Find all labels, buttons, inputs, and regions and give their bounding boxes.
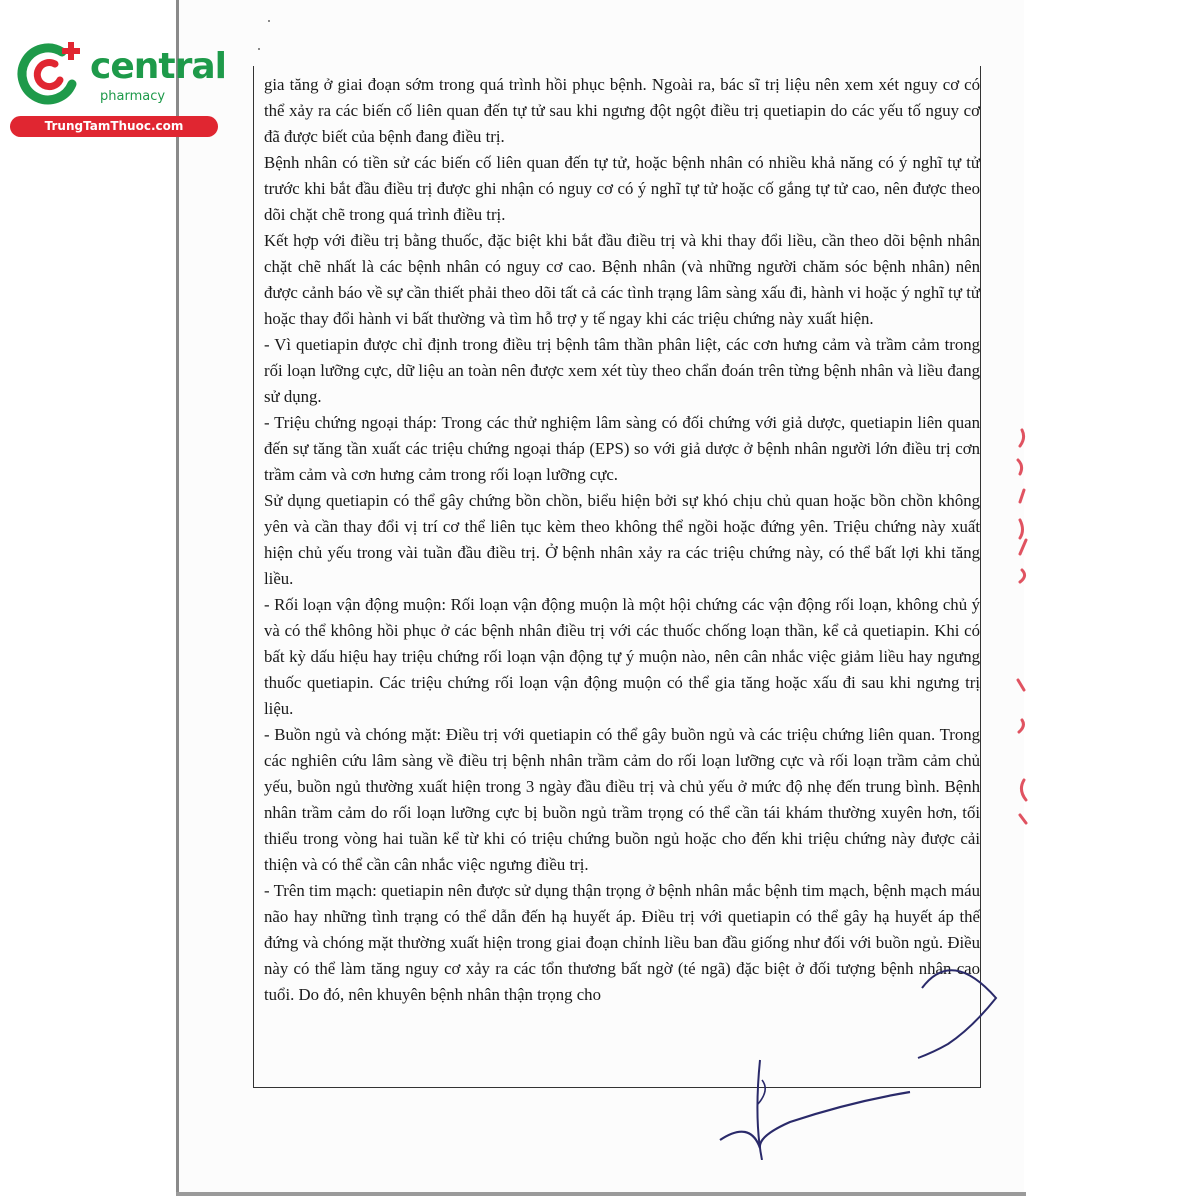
- scan-left-margin: [0, 0, 178, 1200]
- signature-mark: [700, 960, 1030, 1160]
- paragraph: Sử dụng quetiapin có thể gây chứng bồn chồn, biểu hiện bởi sự khó chịu chủ quan hoặc bồn chồn không yên và cần thay đổi vị trí cơ thể liên tục kèm theo không thể ngồi hoặc đứng yên. Triệu chứng này xuất hiện chủ yếu trong vài tuần đầu điều trị. Ở bệnh nhân xảy ra các triệu chứng này, có thể bất lợi khi tăng liều.: [264, 491, 980, 588]
- pharmacy-cross-icon: [14, 38, 86, 110]
- red-stamp-fragment: [1008, 420, 1036, 840]
- logo-brand-name: central: [90, 46, 226, 87]
- paragraph: - Trên tim mạch: quetiapin nên được sử dụng thận trọng ở bệnh nhân mắc bệnh tim mạch, bệnh mạch máu não hay những tình trạng có thể dẫn đến hạ huyết áp. Điều trị với quetiapin có thể gây hạ huyết áp thế đứng và chóng mặt thường xuất hiện trong giai đoạn chỉnh liều ban đầu giống như đối với buồn ngủ. Điều này có thể làm tăng nguy cơ xảy ra các tổn thương bất ngờ (té ngã) đặc biệt ở đối tượng bệnh nhân cao tuổi. Do đó, nên khuyên bệnh nhân thận trọng cho: [264, 881, 980, 1004]
- scan-speck: [268, 20, 270, 22]
- scan-edge-bottom: [176, 1192, 1026, 1196]
- scan-right-margin: [1024, 0, 1200, 1200]
- logo-subtitle: pharmacy: [100, 89, 166, 104]
- central-pharmacy-logo: [10, 38, 226, 138]
- document-body: [264, 72, 980, 1008]
- scan-speck: [258, 48, 260, 50]
- paragraph: Bệnh nhân có tiền sử các biến cố liên quan đến tự tử, hoặc bệnh nhân có nhiều khả năng có ý nghĩ tự tử trước khi bắt đầu điều trị được ghi nhận có nguy cơ có ý nghĩ tự tử hoặc cố gắng tự tử cao, nên được theo dõi chặt chẽ trong quá trình điều trị.: [264, 153, 980, 224]
- paragraph: - Vì quetiapin được chỉ định trong điều trị bệnh tâm thần phân liệt, các cơn hưng cảm và trầm cảm trong rối loạn lưỡng cực, dữ liệu an toàn nên được xem xét tùy theo chẩn đoán trên từng bệnh nhân và liều đang sử dụng.: [264, 335, 980, 406]
- logo-website: TrungTamThuoc.com: [10, 116, 218, 137]
- paragraph: Kết hợp với điều trị bằng thuốc, đặc biệt khi bắt đầu điều trị và khi thay đổi liều, cần theo dõi bệnh nhân chặt chẽ nhất là các bệnh nhân có nguy cơ cao. Bệnh nhân (và những người chăm sóc bệnh nhân) nên được cảnh báo về sự cần thiết phải theo dõi tất cả các tình trạng lâm sàng xấu đi, hành vi hoặc ý nghĩ tự tử hoặc thay đổi hành vi bất thường và tìm hỗ trợ y tế ngay khi các triệu chứng này xuất hiện.: [264, 231, 980, 328]
- paragraph: - Triệu chứng ngoại tháp: Trong các thử nghiệm lâm sàng có đối chứng với giả dược, quetiapin liên quan đến sự tăng tần xuất các triệu chứng ngoại tháp (EPS) so với giả dược ở bệnh nhân người lớn điều trị cơn trầm cảm và cơn hưng cảm trong rối loạn lưỡng cực.: [264, 413, 980, 484]
- paragraph: gia tăng ở giai đoạn sớm trong quá trình hồi phục bệnh. Ngoài ra, bác sĩ trị liệu nên xem xét nguy cơ có thể xảy ra các biến cố liên quan đến tự tử sau khi ngưng đột ngột điều trị quetiapin do các yếu tố nguy cơ đã được biết của bệnh đang điều trị.: [264, 75, 980, 146]
- paragraph: - Buồn ngủ và chóng mặt: Điều trị với quetiapin có thể gây buồn ngủ và các triệu chứng liên quan. Trong các nghiên cứu lâm sàng về điều trị bệnh nhân trầm cảm do rối loạn lưỡng cực và rối loạn trầm cảm chủ yếu, buồn ngủ thường xuất hiện trong 3 ngày đầu điều trị và chủ yếu ở mức độ nhẹ đến trung bình. Bệnh nhân trầm cảm do rối loạn lưỡng cực bị buồn ngủ trầm trọng có thể cần tái khám thường xuyên hơn, tối thiểu trong vòng hai tuần kể từ khi có triệu chứng buồn ngủ hoặc cho đến khi triệu chứng này được cải thiện và có thể cần cân nhắc việc ngưng điều trị.: [264, 725, 980, 874]
- paragraph: - Rối loạn vận động muộn: Rối loạn vận động muộn là một hội chứng các vận động rối loạn, không chủ ý và có thể không hồi phục ở các bệnh nhân điều trị với các thuốc chống loạn thần, kể cả quetiapin. Khi có bất kỳ dấu hiệu hay triệu chứng rối loạn vận động tự ý muộn nào, nên cân nhắc việc giảm liều hay ngưng thuốc quetiapin. Các triệu chứng rối loạn vận động muộn có thể gia tăng hoặc xấu đi sau khi ngưng trị liệu.: [264, 595, 980, 718]
- scan-edge-left: [176, 0, 179, 1195]
